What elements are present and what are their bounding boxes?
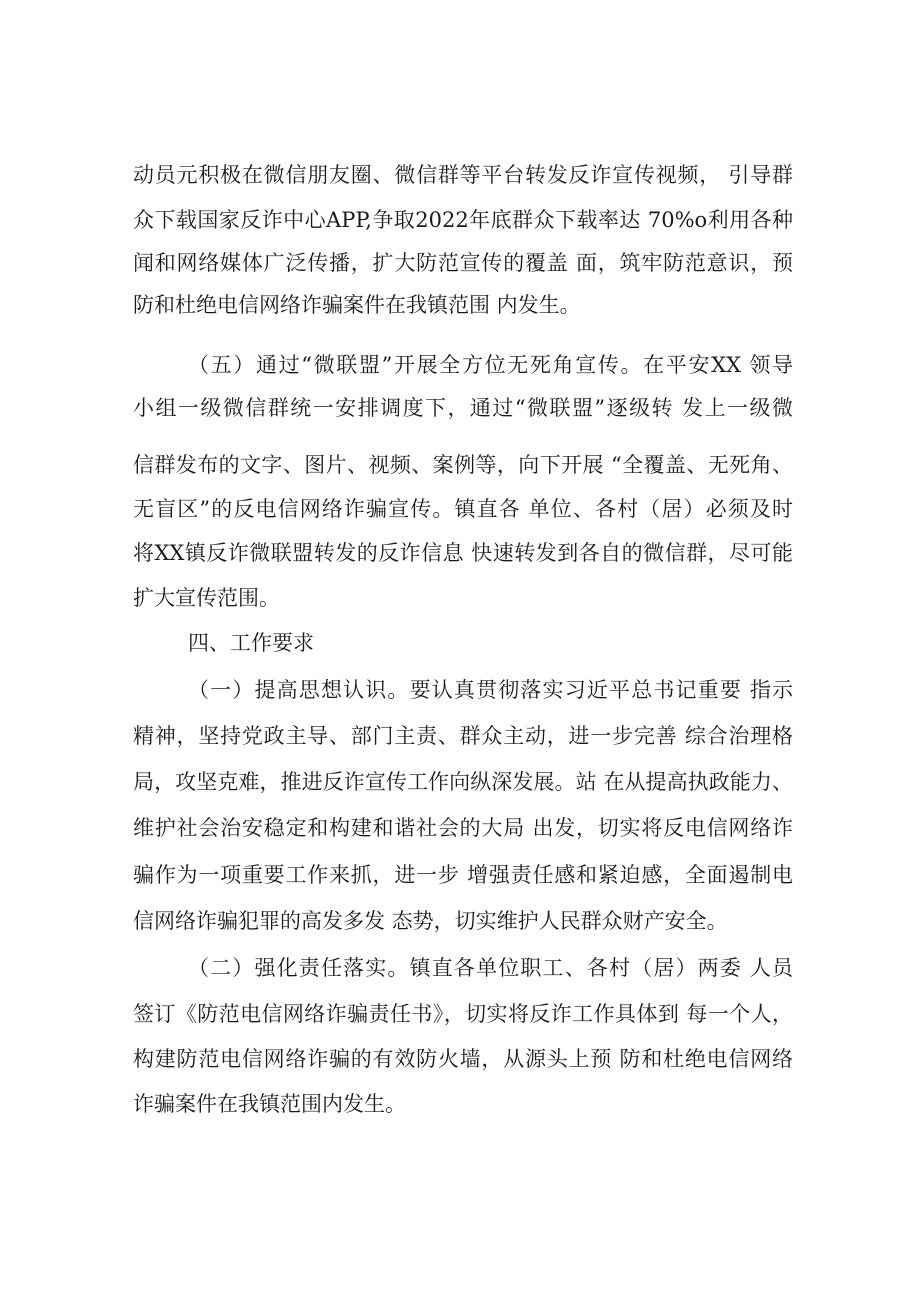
text-line: 众下载国家反诈中心APP,争取2022年底群众下载率达 70%o利用各种	[133, 208, 793, 232]
text-line: 骗作为一项重要工作来抓，进一步 增强责任感和紧迫感，全面遏制电	[133, 863, 793, 887]
text-line: 精神，坚持党政主导、部门主责、群众主动，进一步完善 综合治理格	[133, 724, 793, 748]
text-line: 构建防范电信网络诈骗的有效防火墙，从源头上预 防和杜绝电信网络	[133, 1047, 793, 1071]
text-line: 诈骗案件在我镇范围内发生。	[133, 1092, 406, 1116]
text-line: 信群发布的文字、图片、视频、案例等，向下开展 “全覆盖、无死角、	[133, 453, 793, 477]
text-line: 将XX镇反诈微联盟转发的反诈信息 快速转发到各自的微信群，尽可能	[133, 541, 793, 565]
paragraph-heading-line: （二）强化责任落实。镇直各单位职工、各村（居）两委 人员	[188, 956, 793, 980]
text-line: 局，攻坚克难，推进反诈宣传工作向纵深发展。站 在从提高执政能力、	[133, 770, 793, 794]
section-heading: 四、工作要求	[188, 631, 314, 655]
text-line: 签订《防范电信网络诈骗责任书》，切实将反诈工作具体到 每一个人，	[133, 1002, 793, 1026]
text-line: 防和杜绝电信网络诈骗案件在我镇范围 内发生。	[133, 293, 581, 317]
paragraph-heading-line: （一）提高思想认识。要认真贯彻落实习近平总书记重要 指示	[188, 678, 793, 702]
text-line: 维护社会治安稳定和构建和谐社会的大局 出发，切实将反电信网络诈	[133, 816, 793, 840]
text-line: 动员元积极在微信朋友圈、微信群等平台转发反诈宣传视频， 引导群	[133, 163, 793, 187]
text-line: 无盲区”的反电信网络诈骗宣传。镇直各 单位、各村（居）必须及时	[133, 497, 793, 521]
text-line: 闻和网络媒体广泛传播，扩大防范宣传的覆盖 面，筑牢防范意识，预	[133, 251, 793, 275]
text-line: 小组一级微信群统一安排调度下，通过“微联盟”逐级转 发上一级微	[133, 396, 793, 420]
text-line: 扩大宣传范围。	[133, 586, 280, 610]
paragraph-heading-line: （五）通过“微联盟”开展全方位无死角宣传。在平安XX 领导	[188, 353, 793, 377]
text-line: 信网络诈骗犯罪的高发多发 态势，切实维护人民群众财产安全。	[133, 909, 728, 933]
